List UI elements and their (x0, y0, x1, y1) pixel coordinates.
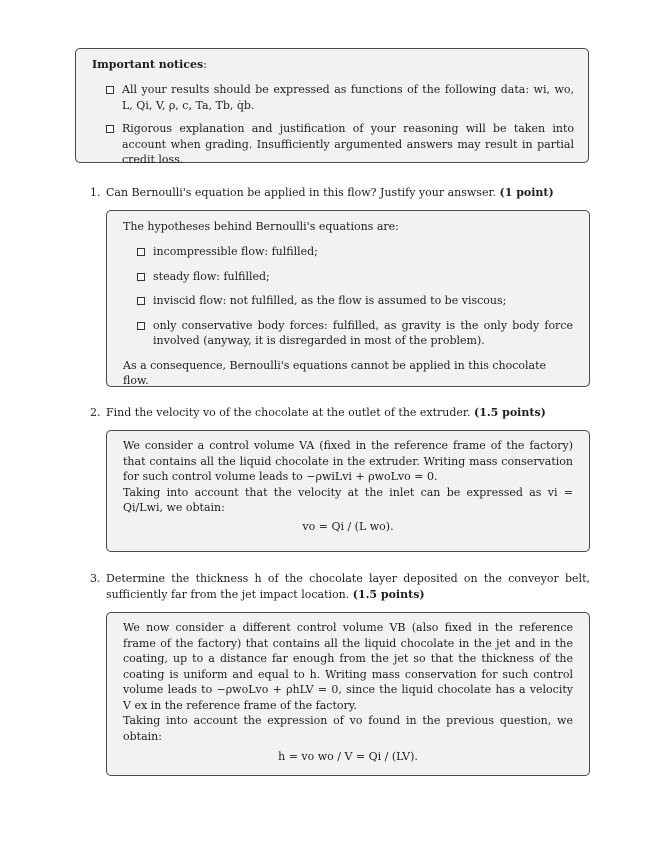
question-2 (90, 405, 590, 421)
answer-3-box (106, 612, 590, 776)
checkbox-icon (106, 125, 114, 133)
checkbox-icon (137, 273, 145, 281)
equation-h: h = vo wo / V = Qi / (LV). (278, 750, 418, 763)
hypothesis-item: only conservative body forces: fulfilled, as gravity is the only body force involved (anyway, it is disregarded in most of the problem). (137, 318, 573, 349)
question-number: 2. (90, 406, 101, 419)
question-1 (90, 185, 590, 201)
hypothesis-item: incompressible flow: fulfilled; (137, 244, 573, 260)
answer-2-paragraph-2: Taking into account that the velocity at the inlet can be expressed as vi = Qi/Lwi, we obtain: (123, 485, 573, 514)
checkbox-icon (137, 322, 145, 330)
question-number: 1. (90, 186, 101, 199)
checkbox-icon (137, 297, 145, 305)
question-text: Can Bernoulli's equation be applied in this flow? Justify your answser. (1 point) (106, 186, 554, 199)
equation-vo: vo = Qi / (L wo). (302, 519, 394, 533)
answer-2-box (106, 430, 590, 552)
hypothesis-item: steady flow: fulfilled; (137, 269, 573, 285)
answer-3-paragraph-2: Taking into account the expression of vo found in the previous question, we obtain: (123, 714, 573, 743)
question-number: 3. (90, 572, 101, 585)
answer-1-box (106, 210, 590, 387)
notices-title: Important notices: (92, 58, 207, 71)
notices-box (75, 48, 589, 166)
checkbox-icon (137, 248, 145, 256)
answer-2-paragraph-1: We consider a control volume VA (fixed in the reference frame of the factory) that contains all the liquid chocolate in the extruder. Writing mass conservation for such control volume leads to −ρwiLvi + ρwoLvo = 0. (123, 439, 573, 483)
hypothesis-item: inviscid flow: not fulfilled, as the flow is assumed to be viscous; (137, 293, 573, 309)
notice-item-data: All your results should be expressed as functions of the following data: wi, wo, L, Qi, V, ρ, c, Ta, Tb, q̇b. (106, 82, 574, 113)
answer-1-conclusion: As a consequence, Bernoulli's equations cannot be applied in this chocolate flow. (123, 358, 547, 387)
checkbox-icon (106, 86, 114, 94)
answer-3-paragraph-1: We now consider a different control volume VB (also fixed in the reference frame of the factory) that contains all the liquid chocolate in the jet and in the coating, up to a distance far enough from the jet so that the thickness of the coating is uniform and equal to h. Writing mass conservation for such control volume leads to −ρwoLvo + ρhLV = 0, since the liquid chocolate has a velocity V ex in the reference frame of the factory. (123, 621, 573, 712)
answer-1-intro: The hypotheses behind Bernoulli's equations are: (123, 220, 399, 233)
question-text: Find the velocity vo of the chocolate at the outlet of the extruder. (1.5 points) (106, 406, 546, 419)
question-text: Determine the thickness h of the chocolate layer deposited on the conveyor belt, sufficiently far from the jet impact location. (1.5 points) (106, 572, 590, 601)
question-3 (90, 571, 590, 602)
notice-item-rigor: Rigorous explanation and justification of your reasoning will be taken into account when grading. Insufficiently argumented answers may result in partial credit loss. (106, 121, 574, 168)
